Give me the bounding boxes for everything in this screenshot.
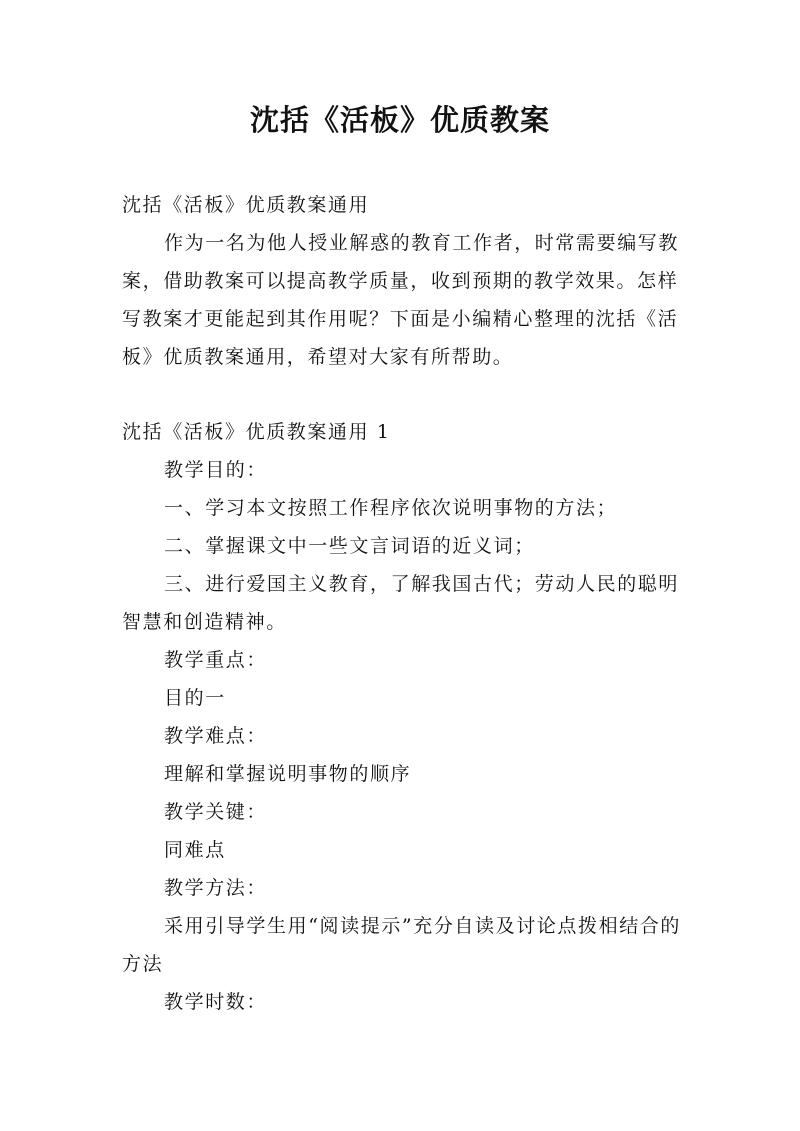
document-body [122, 186, 694, 1021]
key-text: 同难点 [164, 839, 226, 861]
intro-paragraph: 作为一名为他人授业解惑的教育工作者，时常需要编写教案，借助教案可以提高教学质量，收到预期的教学效果。怎样写教案才更能起到其作用呢？下面是小编精心整理的沈括《活板》优质教案通用，希望对大家有所帮助。 [122, 232, 680, 368]
difficulty-label: 教学难点： [164, 725, 268, 747]
objective-item-2: 二、掌握课文中一些文言词语的近义词； [164, 535, 535, 557]
section-heading: 沈括《活板》优质教案通用 1 [122, 421, 391, 443]
difficulty-text: 理解和掌握说明事物的顺序 [164, 763, 412, 785]
key-points-text: 目的一 [164, 687, 226, 709]
objectives-label: 教学目的： [164, 459, 268, 481]
hours-label: 教学时数： [164, 991, 268, 1013]
key-points-label: 教学重点： [164, 649, 268, 671]
document-title: 沈括《活板》优质教案 [249, 103, 550, 137]
objective-item-1: 一、学习本文按照工作程序依次说明事物的方法； [164, 497, 618, 519]
objective-item-3: 三、进行爱国主义教育，了解我国古代；劳动人民的聪明智慧和创造精神。 [122, 573, 680, 633]
method-label: 教学方法： [164, 877, 268, 899]
method-text: 采用引导学生用“阅读提示”充分自读及讨论点拨相结合的方法 [122, 915, 682, 975]
intro-heading: 沈括《活板》优质教案通用 [122, 194, 370, 216]
key-label: 教学关键： [164, 801, 268, 823]
